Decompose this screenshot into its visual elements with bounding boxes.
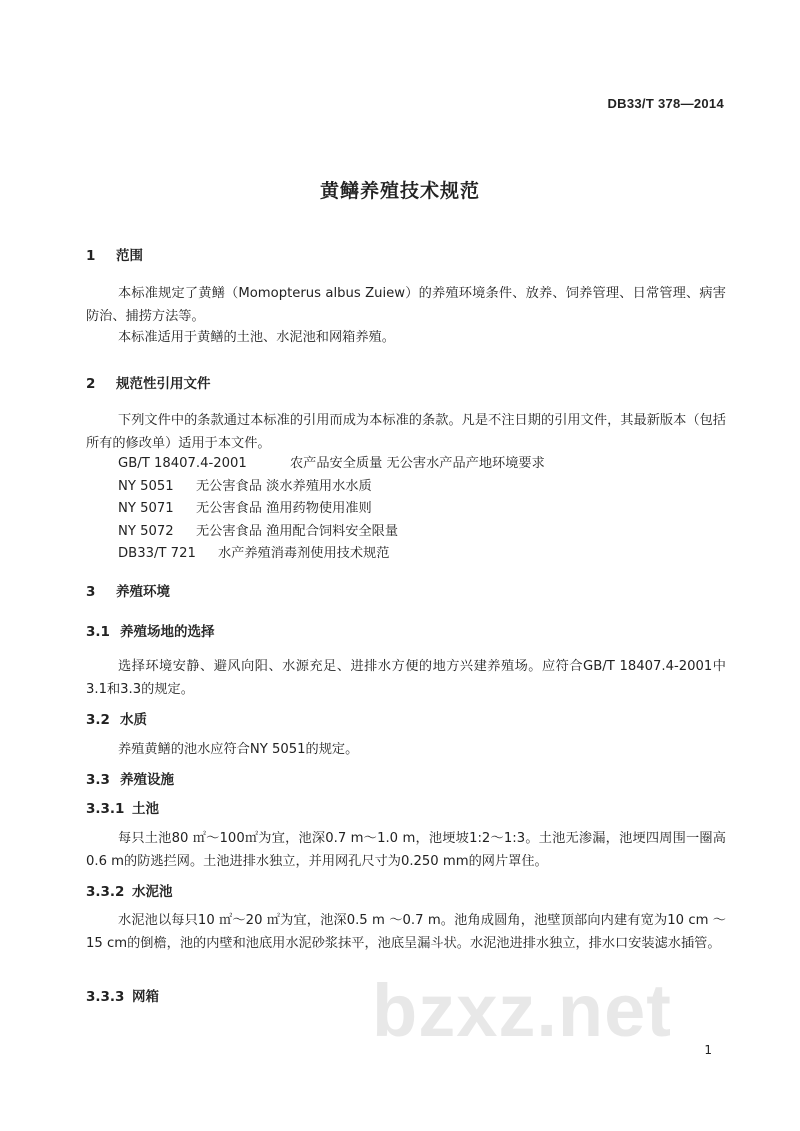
section-2-heading — [86, 372, 726, 392]
reference-item — [86, 543, 726, 566]
section-title: 水泥池 — [132, 884, 173, 900]
reference-item — [86, 498, 726, 521]
reference-code: NY 5071 — [118, 501, 174, 516]
reference-item — [86, 476, 726, 499]
section-number: 3.3.2 — [86, 884, 125, 900]
section-3-3-1-heading — [86, 797, 726, 817]
section-3-heading — [86, 580, 726, 600]
section-3-3-2-heading — [86, 880, 726, 900]
reference-code: NY 5072 — [118, 523, 174, 539]
watermark: bzxz.net — [372, 969, 672, 1052]
section-number: 3.3 — [86, 772, 110, 788]
section-title: 养殖环境 — [116, 584, 170, 600]
section-3-1-heading — [86, 620, 726, 640]
reference-code: DB33/T 721 — [118, 546, 196, 561]
section-number: 3.1 — [86, 624, 110, 640]
section-3-2-heading — [86, 708, 726, 728]
section-1-paragraph-1: 本标准规定了黄鳝（Momopterus albus Zuiew）的养殖环境条件、放养、饲养管理、日常管理、病害防治、捕捞方法等。 — [86, 286, 726, 324]
reference-code: GB/T 18407.4-2001 — [118, 456, 247, 471]
section-title: 养殖场地的选择 — [120, 624, 215, 640]
reference-list — [86, 453, 726, 566]
reference-title: 无公害食品 渔用配合饲料安全限量 — [196, 523, 399, 539]
section-3-3-2-paragraph: 水泥池以每只10 ㎡～20 ㎡为宜，池深0.5 m ～0.7 m。池角成圆角，池壁顶部向内建有宽为10 cm ～15 cm的倒檐，池的内壁和池底用水泥砂浆抹平，池底呈漏斗状。水泥池进排水独立，排水口安装滤水插管。 — [86, 913, 726, 951]
section-title: 范围 — [116, 248, 143, 264]
section-1-paragraph-2: 本标准适用于黄鳝的土池、水泥池和网箱养殖。 — [118, 330, 395, 345]
page-number: 1 — [704, 1043, 712, 1057]
section-3-3-heading — [86, 768, 726, 788]
section-title: 水质 — [120, 712, 147, 728]
section-number: 2 — [86, 376, 96, 392]
section-title: 网箱 — [132, 989, 159, 1005]
section-1-heading — [86, 244, 726, 264]
section-number: 1 — [86, 248, 96, 264]
section-3-2-paragraph: 养殖黄鳝的池水应符合NY 5051的规定。 — [118, 742, 359, 757]
section-number: 3.2 — [86, 712, 110, 728]
section-number: 3.3.3 — [86, 989, 125, 1005]
section-2-paragraph-1: 下列文件中的条款通过本标准的引用而成为本标准的条款。凡是不注日期的引用文件，其最新版本（包括所有的修改单）适用于本文件。 — [86, 413, 726, 451]
section-number: 3 — [86, 584, 96, 600]
reference-item — [86, 453, 726, 476]
reference-title: 农产品安全质量 无公害水产品产地环境要求 — [290, 456, 545, 471]
standard-code: DB33/T 378—2014 — [607, 96, 724, 111]
reference-title: 无公害食品 渔用药物使用准则 — [196, 501, 372, 516]
document-title: 黄鳝养殖技术规范 — [319, 180, 480, 202]
reference-code: NY 5051 — [118, 478, 174, 494]
reference-title: 水产养殖消毒剂使用技术规范 — [218, 546, 390, 561]
section-title: 土池 — [132, 801, 159, 817]
section-title: 养殖设施 — [120, 772, 174, 788]
section-number: 3.3.1 — [86, 801, 125, 817]
section-3-1-paragraph: 选择环境安静、避风向阳、水源充足、进排水方便的地方兴建养殖场。应符合GB/T 18407.4-2001中3.1和3.3的规定。 — [86, 659, 726, 697]
reference-title: 无公害食品 淡水养殖用水水质 — [196, 478, 372, 494]
section-title: 规范性引用文件 — [116, 376, 211, 392]
reference-item — [86, 521, 726, 544]
section-3-3-1-paragraph: 每只土池80 ㎡～100㎡为宜，池深0.7 m～1.0 m，池埂坡1:2～1:3。土池无渗漏，池埂四周围一圈高0.6 m的防逃拦网。土池进排水独立，并用网孔尺寸为0.250 mm的网片罩住。 — [86, 831, 726, 869]
